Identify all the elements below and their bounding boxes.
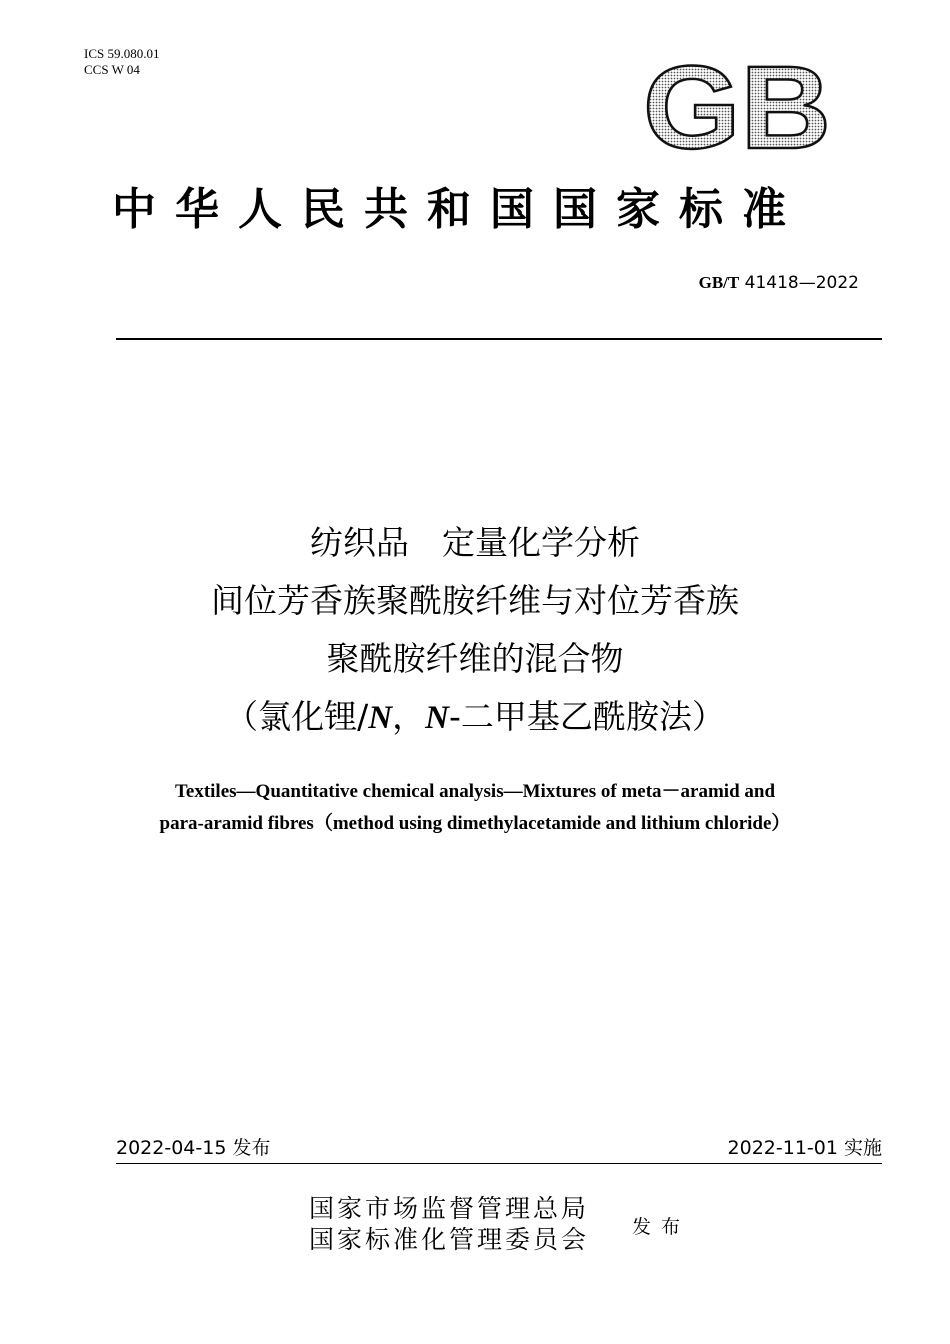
issuer-sac: 国家标准化管理委员会 (309, 1227, 590, 1254)
svg-text:GB: GB (643, 56, 831, 156)
english-title (60, 776, 890, 840)
chinese-title-method-start: （氯化锂/ (225, 697, 369, 736)
chinese-title-line-2: 间位芳香族聚酰胺纤维与对位芳香族 (211, 581, 739, 620)
issuer-samr: 国家市场监督管理总局 (309, 1196, 590, 1223)
chinese-title-line-3: 聚酰胺纤维的混合物 (326, 639, 624, 678)
standard-number-value: 41418—2022 (744, 273, 859, 293)
gb-logo (643, 56, 833, 156)
chinese-title (0, 514, 950, 747)
publish-label: 发布 (632, 1217, 691, 1238)
english-title-line-2: para-aramid fibres（method using dimethylacetamide and lithium chloride） (159, 813, 791, 834)
classification-codes (84, 46, 159, 78)
issue-date: 2022-04-15 发布 (116, 1137, 271, 1159)
footer-divider (116, 1163, 882, 1164)
standard-number (699, 272, 859, 294)
english-title-line-1: Textiles—Quantitative chemical analysis—Mixtures of meta－aramid and (174, 781, 776, 802)
chinese-title-line-4 (0, 688, 950, 747)
standard-number-prefix: GB/T (698, 273, 740, 292)
chinese-title-comma: ， (392, 697, 426, 736)
chinese-title-n-2: N (425, 700, 449, 736)
issuing-authorities (309, 1194, 589, 1256)
chinese-title-method-end: -二甲基乙酰胺法） (448, 697, 725, 736)
standard-category-title: 中华人民共和国国家标准 (112, 185, 805, 234)
ccs-code: CCS W 04 (84, 62, 140, 77)
chinese-title-n-1: N (368, 700, 393, 736)
chinese-title-line-1: 纺织品 定量化学分析 (310, 523, 640, 562)
ics-code: ICS 59.080.01 (84, 46, 160, 61)
implementation-date: 2022-11-01 实施 (727, 1137, 882, 1159)
header-divider (116, 338, 882, 340)
